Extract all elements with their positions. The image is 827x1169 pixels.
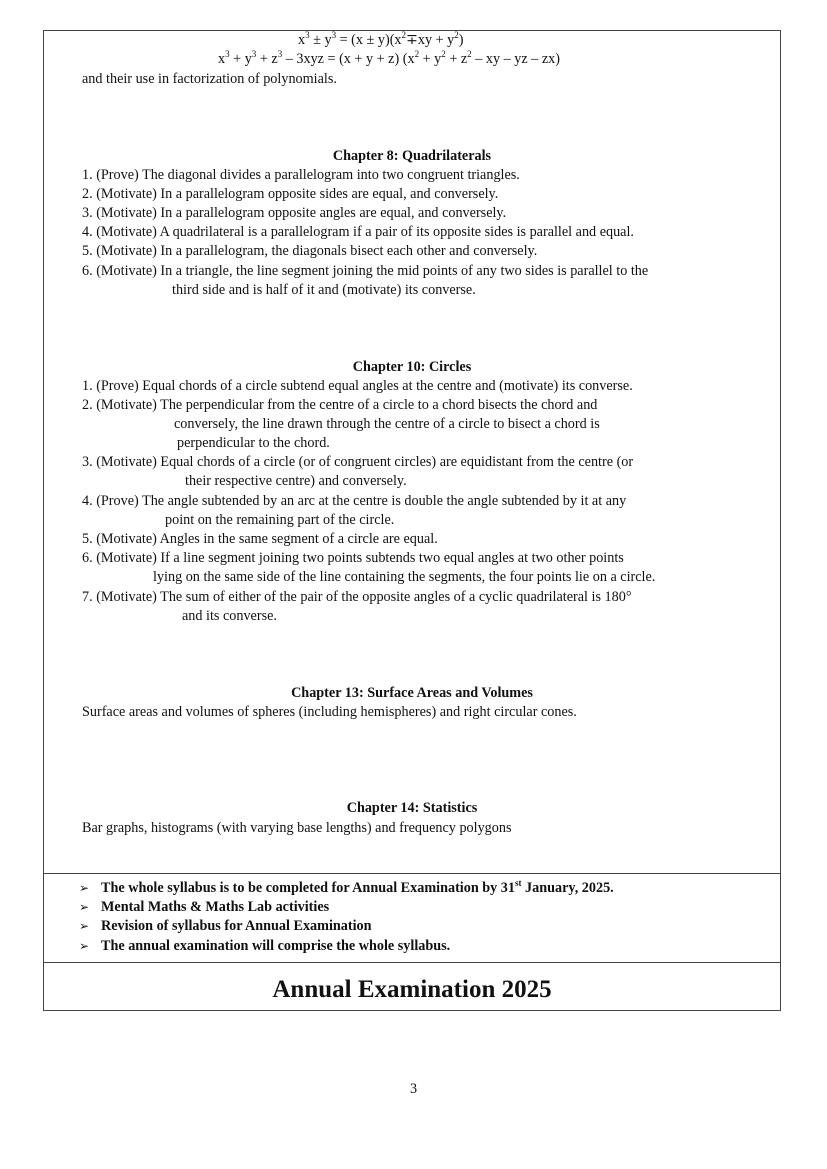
chapter-10-line: 3. (Motivate) Equal chords of a circle (or of congruent circles) are equidistant from the centre (or bbox=[82, 454, 634, 470]
note-text: The whole syllabus is to be completed for Annual Examination by 31st January, 2025. bbox=[101, 878, 614, 897]
chapter-10-line: conversely, the line drawn through the centre of a circle to bisect a chord is bbox=[174, 416, 600, 432]
chapter-10-line: 5. (Motivate) Angles in the same segment of a circle are equal. bbox=[82, 531, 438, 547]
note-text: Revision of syllabus for Annual Examination bbox=[101, 918, 372, 935]
chapter-13-title: Chapter 13: Surface Areas and Volumes bbox=[291, 685, 533, 701]
identity-cube-sum-difference: $x^3 \pm y^3 = (x \pm y)(x^2\mp xy + y^2)$ bbox=[298, 30, 464, 48]
chapter-8-item: 2. (Motivate) In a parallelogram opposite sides are equal, and conversely. bbox=[82, 186, 499, 202]
chapter-10-line: 7. (Motivate) The sum of either of the pair of the opposite angles of a cyclic quadrilateral is 180° bbox=[82, 589, 632, 605]
chapter-10-title: Chapter 10: Circles bbox=[352, 359, 472, 375]
chapter-10-line: and its converse. bbox=[182, 608, 277, 624]
arrow-bullet-icon: ➢ bbox=[79, 938, 90, 953]
note-item bbox=[79, 937, 614, 956]
chapter-10-line: point on the remaining part of the circle. bbox=[165, 512, 395, 528]
chapter-14-text: Bar graphs, histograms (with varying base lengths) and frequency polygons bbox=[82, 820, 512, 836]
note-text: Mental Maths & Maths Lab activities bbox=[101, 899, 330, 916]
chapter-8-item: 4. (Motivate) A quadrilateral is a parallelogram if a pair of its opposite sides is parallel and equal. bbox=[82, 224, 634, 240]
syllabus-frame bbox=[43, 30, 781, 1011]
identity-three-cubes: $x^3 + y^3 + z^3 - 3xyz = (x + y + z) (x^2 + y^2 + z^2$ – xy – yz – zx) bbox=[218, 49, 560, 67]
note-text: The annual examination will comprise the whole syllabus. bbox=[101, 937, 451, 954]
notes-list bbox=[79, 879, 614, 956]
annual-examination-title: Annual Examination 2025 bbox=[272, 976, 552, 1003]
note-item bbox=[79, 917, 614, 936]
arrow-bullet-icon: ➢ bbox=[79, 881, 90, 896]
chapter-10-line: 1. (Prove) Equal chords of a circle subtend equal angles at the centre and (motivate) its converse. bbox=[82, 378, 633, 394]
chapter-14-title: Chapter 14: Statistics bbox=[346, 800, 478, 816]
chapter-8-item: 1. (Prove) The diagonal divides a parallelogram into two congruent triangles. bbox=[82, 167, 520, 183]
identities-usage-text: and their use in factorization of polynomials. bbox=[82, 71, 337, 87]
chapter-8-item: 5. (Motivate) In a parallelogram, the diagonals bisect each other and conversely. bbox=[82, 243, 538, 259]
chapter-8-item: 6. (Motivate) In a triangle, the line segment joining the mid points of any two sides is parallel to the bbox=[82, 263, 649, 279]
chapter-13-text: Surface areas and volumes of spheres (including hemispheres) and right circular cones. bbox=[82, 704, 577, 720]
chapter-10-line: 4. (Prove) The angle subtended by an arc at the centre is double the angle subtended by it at any bbox=[82, 493, 627, 509]
note-item bbox=[79, 879, 614, 898]
section-divider bbox=[44, 873, 780, 874]
chapter-10-line: lying on the same side of the line containing the segments, the four points lie on a circle. bbox=[153, 569, 656, 585]
chapter-10-line: 2. (Motivate) The perpendicular from the centre of a circle to a chord bisects the chord and bbox=[82, 397, 598, 413]
chapter-8-item: 3. (Motivate) In a parallelogram opposite angles are equal, and conversely. bbox=[82, 205, 507, 221]
chapter-10-line: 6. (Motivate) If a line segment joining two points subtends two equal angles at two other points bbox=[82, 550, 624, 566]
chapter-10-line: perpendicular to the chord. bbox=[177, 435, 330, 451]
chapter-8-title: Chapter 8: Quadrilaterals bbox=[332, 148, 492, 164]
arrow-bullet-icon: ➢ bbox=[79, 919, 90, 934]
arrow-bullet-icon: ➢ bbox=[79, 900, 90, 915]
note-item bbox=[79, 898, 614, 917]
chapter-8-item-continuation: third side and is half of it and (motivate) its converse. bbox=[172, 282, 476, 298]
section-divider bbox=[44, 962, 780, 963]
page-number: 3 bbox=[409, 1081, 418, 1097]
chapter-10-line: their respective centre) and conversely. bbox=[185, 473, 407, 489]
